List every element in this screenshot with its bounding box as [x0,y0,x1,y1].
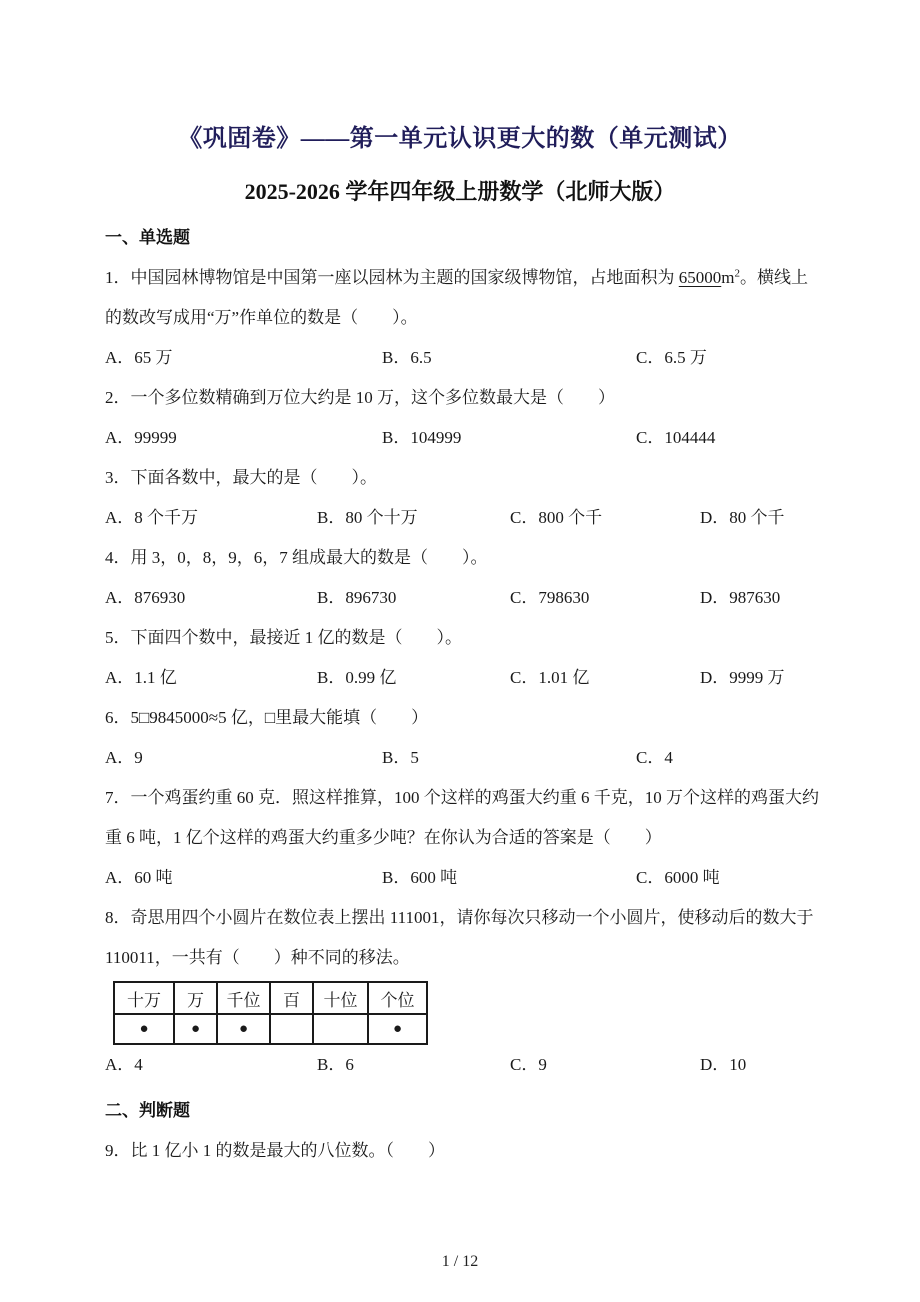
table-dot-cell: ● [114,1014,174,1044]
question-6-options [105,738,815,778]
option-c: C．798630 [510,588,590,607]
question-1-text-line-2: 的数改写成用“万”作单位的数是（ ）。 [105,308,418,327]
option-b: B．896730 [317,588,397,607]
question-7-options [105,858,815,898]
section-heading-single-choice: 一、单选题 [105,228,190,247]
question-8-options [105,1045,815,1085]
option-a: A．876930 [105,588,186,607]
question-8-text-line-1: 8．奇思用四个小圆片在数位表上摆出 111001，请你每次只移动一个小圆片，使移动后的数大于 [105,908,814,927]
question-1-options [105,338,815,378]
option-c: C．6.5 万 [636,348,707,367]
option-d: D．987630 [700,588,781,607]
option-a: A．8 个千万 [105,508,199,527]
question-4-options [105,578,815,618]
option-b: B．600 吨 [382,868,458,887]
option-a: A．1.1 亿 [105,668,177,687]
option-b: B．6.5 [382,348,432,367]
question-5-text: 5．下面四个数中，最接近 1 亿的数是（ ）。 [105,628,462,647]
option-b: B．80 个十万 [317,508,418,527]
option-c: C．6000 吨 [636,868,720,887]
page-title: 《巩固卷》——第一单元认识更大的数（单元测试） [178,126,742,152]
question-3-text: 3．下面各数中，最大的是（ ）。 [105,468,377,487]
question-2-text: 2．一个多位数精确到万位大约是 10 万，这个多位数最大是（ ） [105,388,615,407]
superscript-2: 2 [734,267,740,280]
question-4-text: 4．用 3，0，8，9，6，7 组成最大的数是（ ）。 [105,548,488,567]
option-a: A．65 万 [105,348,173,367]
option-a: A．99999 [105,428,177,447]
option-c: C．4 [636,748,673,767]
question-1-text-line-1 [105,258,815,298]
table-dot-cell [313,1014,368,1044]
option-d: D．10 [700,1055,747,1074]
underlined-number: 65000 [678,268,722,287]
table-header-cell: 十位 [313,982,368,1014]
table-dot-cell: ● [217,1014,270,1044]
place-value-header-row [114,982,427,1014]
option-b: B．5 [382,748,419,767]
question-9-text: 9．比 1 亿小 1 的数是最大的八位数。（ ） [105,1141,445,1160]
table-dot-cell: ● [174,1014,217,1044]
question-2-options [105,418,815,458]
question-3-options [105,498,815,538]
page-number: 1 / 12 [441,1253,479,1270]
question-7-text-line-1: 7．一个鸡蛋约重 60 克．照这样推算，100 个这样的鸡蛋大约重 6 千克，10 万个这样的鸡蛋大约 [105,788,819,807]
option-a: A．60 吨 [105,868,173,887]
table-header-cell: 千位 [217,982,270,1014]
table-header-cell: 十万 [114,982,174,1014]
option-c: C．9 [510,1055,547,1074]
option-d: D．9999 万 [700,668,785,687]
place-value-table [113,981,428,1045]
option-a: A．9 [105,748,143,767]
table-dot-cell [270,1014,313,1044]
option-c: C．800 个千 [510,508,603,527]
option-b: B．0.99 亿 [317,668,397,687]
section-heading-true-false: 二、判断题 [105,1101,190,1120]
option-b: B．6 [317,1055,354,1074]
table-header-cell: 个位 [368,982,427,1014]
option-c: C．104444 [636,428,716,447]
question-1-text-part: 1．中国园林博物馆是中国第一座以园林为主题的国家级博物馆，占地面积为 [105,268,679,287]
option-a: A．4 [105,1055,143,1074]
question-8-text-line-2: 110011，一共有（ ）种不同的移法。 [105,948,410,967]
page-subtitle: 2025-2026 学年四年级上册数学（北师大版） [244,179,676,204]
question-1-text-part: 。横线上 [739,268,808,287]
place-value-dots-row [114,1014,427,1044]
option-b: B．104999 [382,428,462,447]
option-d: D．80 个千 [700,508,785,527]
table-header-cell: 百 [270,982,313,1014]
table-dot-cell: ● [368,1014,427,1044]
option-c: C．1.01 亿 [510,668,590,687]
table-header-cell: 万 [174,982,217,1014]
question-6-text: 6．5□9845000≈5 亿，□里最大能填（ ） [105,708,429,727]
question-5-options [105,658,815,698]
question-7-text-line-2: 重 6 吨，1 亿个这样的鸡蛋大约重多少吨？在你认为合适的答案是（ ） [105,828,662,847]
document-content [105,0,819,1171]
unit-m: m [721,268,735,287]
